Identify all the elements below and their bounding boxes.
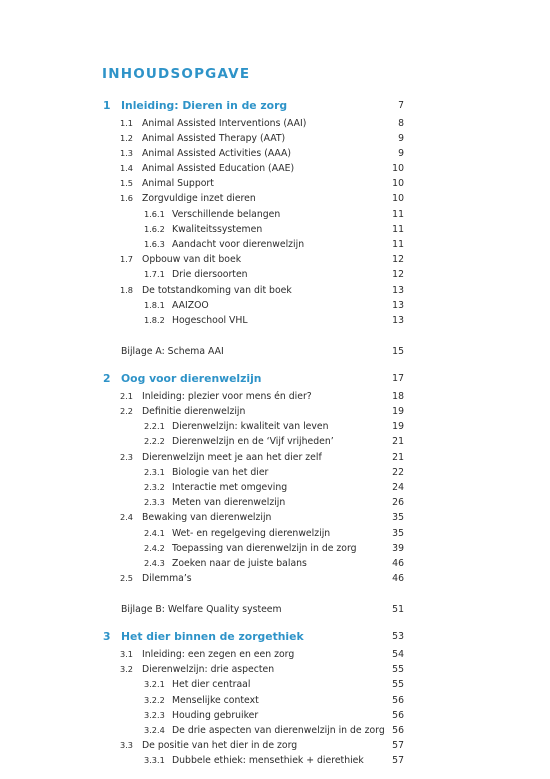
entry-number: 1.5	[120, 178, 134, 189]
entry-number: 2.3.1	[144, 466, 165, 477]
toc-section	[102, 252, 404, 267]
entry-page: 56	[392, 694, 404, 706]
entry-number: 2.2.2	[144, 436, 165, 447]
entry-title: Verschillende belangen	[172, 208, 281, 220]
chapter-page: 53	[392, 631, 404, 643]
entry-title: Zorgvuldige inzet dieren	[142, 193, 256, 205]
entry-title: Inleiding: een zegen en een zorg	[142, 648, 295, 660]
entry-title: Meten van dierenwelzijn	[172, 497, 286, 509]
entry-title: Aandacht voor dierenwelzijn	[172, 239, 305, 250]
toc-section	[102, 191, 404, 206]
toc-appendix	[102, 344, 404, 359]
entry-title: Menselijke context	[172, 694, 259, 706]
toc-subsection	[102, 222, 404, 237]
toc-subsection	[102, 495, 404, 510]
entry-page: 11	[392, 208, 404, 220]
entry-number: 2.4.3	[144, 557, 165, 568]
entry-title: Het dier centraal	[172, 679, 251, 691]
entry-page: 54	[392, 648, 404, 660]
entry-page: 10	[392, 178, 404, 190]
toc-list	[102, 96, 404, 768]
chapter-number: 1	[103, 99, 111, 112]
entry-page: 21	[392, 451, 404, 463]
entry-title: Bewaking van dierenwelzijn	[142, 512, 272, 524]
entry-page: 13	[392, 284, 404, 296]
toc-subsection	[102, 753, 404, 768]
appendix-title: Bijlage B: Welfare Quality systeem	[121, 604, 282, 616]
toc-chapter	[102, 627, 404, 647]
toc-subsection	[102, 556, 404, 571]
entry-number: 3.2.2	[144, 694, 165, 705]
chapter-number: 3	[103, 630, 111, 644]
entry-title: Kwaliteitssystemen	[172, 223, 263, 235]
entry-number: 2.4.1	[144, 527, 165, 538]
entry-page: 57	[392, 755, 404, 767]
toc-section	[102, 571, 404, 586]
toc-subsection	[102, 677, 404, 692]
toc-subsection	[102, 526, 404, 541]
entry-title: Interactie met omgeving	[172, 481, 288, 493]
entry-number: 2.3	[120, 451, 134, 462]
toc-heading: INHOUDSOPGAVE	[102, 66, 251, 82]
toc-section	[102, 510, 404, 525]
entry-number: 1.2	[120, 132, 134, 143]
entry-title: Dilemma’s	[142, 573, 192, 585]
toc-section	[102, 283, 404, 298]
toc-subsection	[102, 237, 404, 252]
entry-title: Wet- en regelgeving dierenwelzijn	[172, 527, 331, 539]
toc-spacer	[102, 617, 404, 627]
toc-subsection	[102, 434, 404, 449]
toc-section	[102, 161, 404, 176]
entry-page: 10	[392, 163, 404, 175]
entry-title: Animal Assisted Interventions (AAI)	[142, 117, 307, 129]
entry-title: Animal Assisted Therapy (AAT)	[142, 132, 286, 144]
entry-number: 3.2.3	[144, 709, 165, 720]
entry-number: 1.7.1	[144, 269, 165, 280]
entry-title: Biologie van het dier	[172, 466, 269, 478]
toc-chapter	[102, 96, 404, 116]
entry-title: De totstandkoming van dit boek	[142, 284, 292, 296]
entry-page: 57	[392, 740, 404, 752]
entry-page: 24	[392, 481, 404, 493]
toc-subsection	[102, 465, 404, 480]
chapter-page: 17	[392, 373, 404, 385]
appendix-page: 15	[392, 346, 404, 358]
entry-number: 2.2	[120, 406, 134, 416]
toc-subsection	[102, 298, 404, 313]
entry-page: 9	[398, 147, 404, 159]
entry-page: 19	[392, 421, 404, 433]
entry-page: 46	[392, 557, 404, 569]
toc-spacer	[102, 359, 404, 369]
entry-number: 1.3	[120, 147, 134, 158]
entry-title: Toepassing van dierenwelzijn in de zorg	[172, 542, 357, 554]
entry-page: 13	[392, 314, 404, 326]
entry-page: 12	[392, 269, 404, 281]
entry-number: 3.2.4	[144, 724, 165, 735]
entry-number: 1.8	[120, 284, 134, 295]
entry-number: 2.4.2	[144, 542, 165, 553]
entry-title: Definitie dierenwelzijn	[142, 406, 246, 417]
entry-title: Animal Assisted Education (AAE)	[142, 163, 295, 175]
toc-spacer	[102, 586, 404, 602]
entry-title: De drie aspecten van dierenwelzijn in de zorg	[172, 724, 385, 736]
entry-number: 3.2.1	[144, 679, 165, 690]
toc-subsection	[102, 207, 404, 222]
toc-subsection	[102, 708, 404, 723]
entry-title: Dierenwelzijn en de ‘Vijf vrijheden’	[172, 436, 334, 448]
entry-title: Animal Assisted Activities (AAA)	[142, 147, 292, 159]
entry-number: 1.1	[120, 117, 134, 128]
entry-number: 3.3	[120, 740, 134, 751]
chapter-title: Het dier binnen de zorgethiek	[121, 630, 304, 644]
entry-page: 35	[392, 512, 404, 524]
entry-title: De positie van het dier in de zorg	[142, 740, 298, 752]
entry-page: 21	[392, 436, 404, 448]
toc-section	[102, 738, 404, 753]
appendix-title: Bijlage A: Schema AAI	[121, 346, 224, 358]
entry-number: 1.6.3	[144, 239, 165, 249]
toc-section	[102, 116, 404, 131]
toc-appendix	[102, 602, 404, 617]
entry-number: 2.3.2	[144, 481, 165, 492]
chapter-number: 2	[103, 372, 111, 386]
entry-page: 10	[392, 193, 404, 205]
entry-page: 56	[392, 709, 404, 721]
appendix-page: 51	[392, 604, 404, 616]
entry-number: 2.2.1	[144, 421, 165, 432]
toc-section	[102, 647, 404, 662]
entry-page: 18	[392, 390, 404, 402]
entry-title: AAIZOO	[172, 299, 209, 311]
entry-number: 2.5	[120, 573, 134, 584]
entry-title: Dierenwelzijn meet je aan het dier zelf	[142, 451, 322, 463]
entry-title: Opbouw van dit boek	[142, 254, 242, 266]
toc-subsection	[102, 480, 404, 495]
toc-chapter	[102, 369, 404, 389]
toc-subsection	[102, 693, 404, 708]
entry-number: 1.8.2	[144, 314, 165, 325]
chapter-title: Oog voor dierenwelzijn	[121, 372, 262, 386]
entry-number: 1.6	[120, 193, 134, 204]
entry-number: 2.3.3	[144, 497, 165, 508]
entry-number: 2.4	[120, 512, 134, 523]
entry-number: 1.8.1	[144, 299, 165, 310]
entry-page: 8	[398, 117, 404, 129]
entry-page: 22	[392, 466, 404, 478]
entry-title: Houding gebruiker	[172, 709, 259, 721]
toc-subsection	[102, 267, 404, 282]
entry-page: 55	[392, 679, 404, 691]
chapter-page: 7	[398, 100, 404, 111]
entry-page: 39	[392, 542, 404, 554]
toc-subsection	[102, 419, 404, 434]
entry-title: Hogeschool VHL	[172, 314, 248, 326]
entry-page: 56	[392, 724, 404, 736]
entry-page: 55	[392, 664, 404, 676]
entry-page: 12	[392, 254, 404, 266]
entry-number: 1.4	[120, 163, 134, 174]
toc-section	[102, 662, 404, 677]
toc-subsection	[102, 541, 404, 556]
entry-title: Zoeken naar de juiste balans	[172, 557, 307, 569]
toc-subsection	[102, 313, 404, 328]
entry-number: 2.1	[120, 390, 134, 401]
entry-title: Dubbele ethiek: mensethiek + dierethiek	[172, 755, 364, 767]
entry-title: Inleiding: plezier voor mens én dier?	[142, 390, 312, 402]
entry-title: Dierenwelzijn: kwaliteit van leven	[172, 421, 329, 433]
entry-title: Animal Support	[142, 178, 214, 190]
entry-number: 1.6.2	[144, 223, 165, 234]
entry-number: 1.7	[120, 254, 134, 265]
entry-number: 3.2	[120, 664, 134, 675]
toc-section	[102, 131, 404, 146]
toc-section	[102, 404, 404, 419]
toc-subsection	[102, 723, 404, 738]
entry-page: 46	[392, 573, 404, 585]
entry-page: 35	[392, 527, 404, 539]
toc-spacer	[102, 328, 404, 344]
entry-page: 26	[392, 497, 404, 509]
toc-section	[102, 176, 404, 191]
entry-page: 11	[392, 223, 404, 235]
chapter-title: Inleiding: Dieren in de zorg	[121, 99, 288, 112]
entry-title: Dierenwelzijn: drie aspecten	[142, 664, 275, 676]
entry-number: 3.3.1	[144, 755, 165, 766]
entry-number: 1.6.1	[144, 208, 165, 219]
entry-page: 13	[392, 299, 404, 311]
entry-title: Drie diersoorten	[172, 269, 248, 281]
toc-section	[102, 450, 404, 465]
entry-page: 19	[392, 406, 404, 417]
toc-section	[102, 389, 404, 404]
entry-page: 11	[392, 239, 404, 250]
entry-page: 9	[398, 132, 404, 144]
toc-section	[102, 146, 404, 161]
entry-number: 3.1	[120, 648, 134, 659]
